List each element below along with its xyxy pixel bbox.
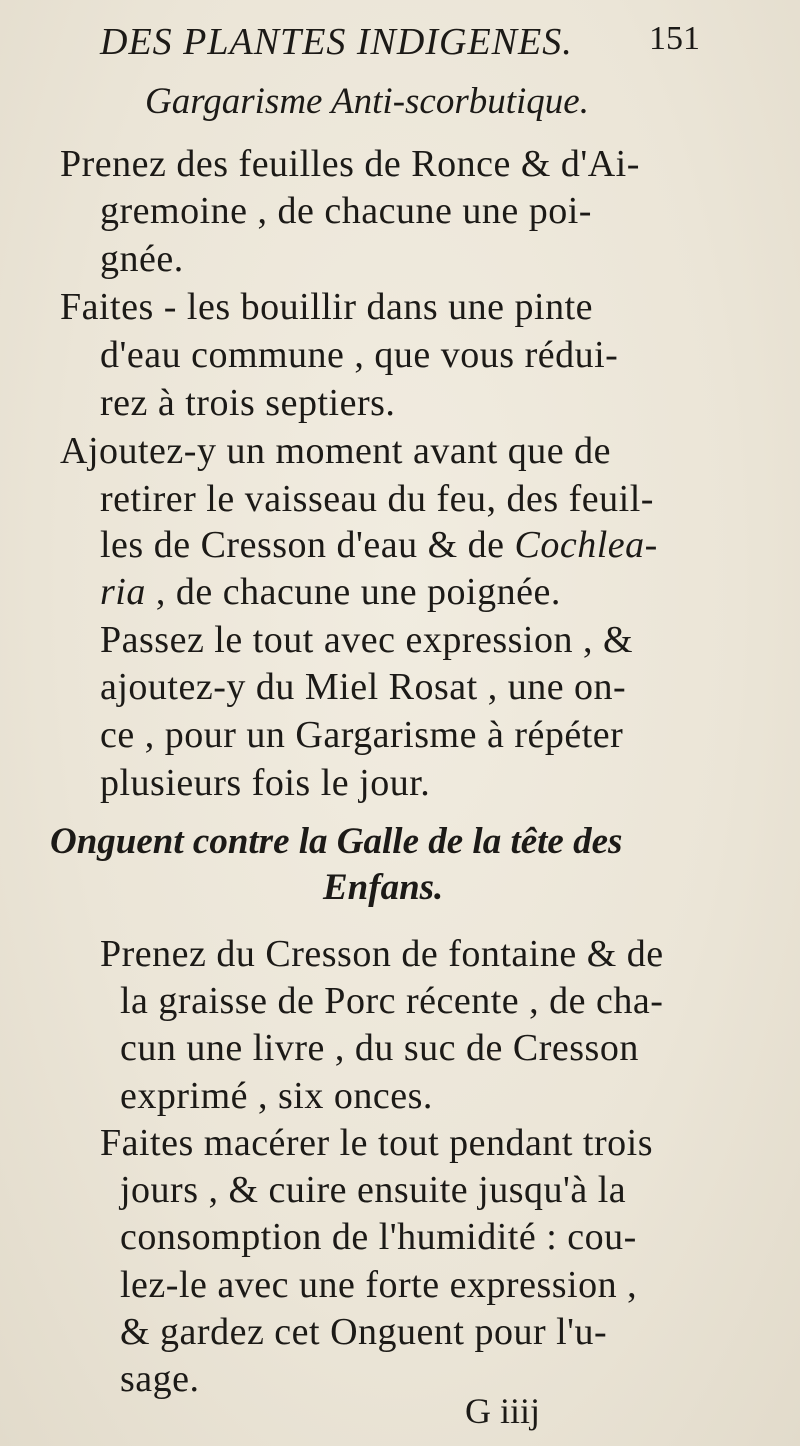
text-line: Prenez des feuilles de Ronce & d'Ai- [60,143,640,185]
text-line: cun une livre , du suc de Cresson [120,1027,639,1069]
text-line: rez à trois septiers. [100,382,396,424]
latin-plant-name: Cochlea- [514,524,658,566]
running-head [100,20,700,70]
section-title-onguent: Onguent contre la Galle de la tête des [50,821,623,862]
text-segment: , de chacune une poignée. [145,571,561,613]
text-line: ce , pour un Gargarisme à répéter [100,714,624,756]
text-line: exprimé , six onces. [120,1075,433,1117]
signature-mark: G iiij [465,1391,541,1431]
text-line: retirer le vaisseau du feu, des feuil- [100,478,654,520]
text-line: lez-le avec une forte expression , [120,1264,638,1306]
latin-plant-name: ria [100,571,146,613]
text-line [100,573,561,611]
text-line: consomption de l'humidité : cou- [120,1216,637,1258]
text-line: d'eau commune , que vous rédui- [100,334,619,376]
text-line: gnée. [100,238,184,280]
text-line: Ajoutez-y un moment avant que de [60,430,612,472]
text-line: Passez le tout avec expression , & [100,619,634,661]
text-line: Faites - les bouillir dans une pinte [60,286,594,328]
text-line: Faites macérer le tout pendant trois [100,1122,653,1164]
text-line: jours , & cuire ensuite jusqu'à la [120,1169,627,1211]
section-title-onguent-cont: Enfans. [323,867,444,908]
text-segment: les de Cresson d'eau & de [100,524,515,566]
text-line [100,526,658,564]
text-line: la graisse de Porc récente , de cha- [120,980,664,1022]
text-line: gremoine , de chacune une poi- [100,190,592,232]
text-line: plusieurs fois le jour. [100,762,431,804]
page-number: 151 [649,20,700,57]
text-line: sage. [120,1358,200,1400]
text-line: Prenez du Cresson de fontaine & de [100,933,664,975]
text-line: & gardez cet Onguent pour l'u- [120,1311,608,1353]
section-title-gargarisme: Gargarisme Anti-scorbutique. [145,81,589,122]
running-title: DES PLANTES INDIGENES. [100,21,573,63]
text-line: ajoutez-y du Miel Rosat , une on- [100,666,627,708]
